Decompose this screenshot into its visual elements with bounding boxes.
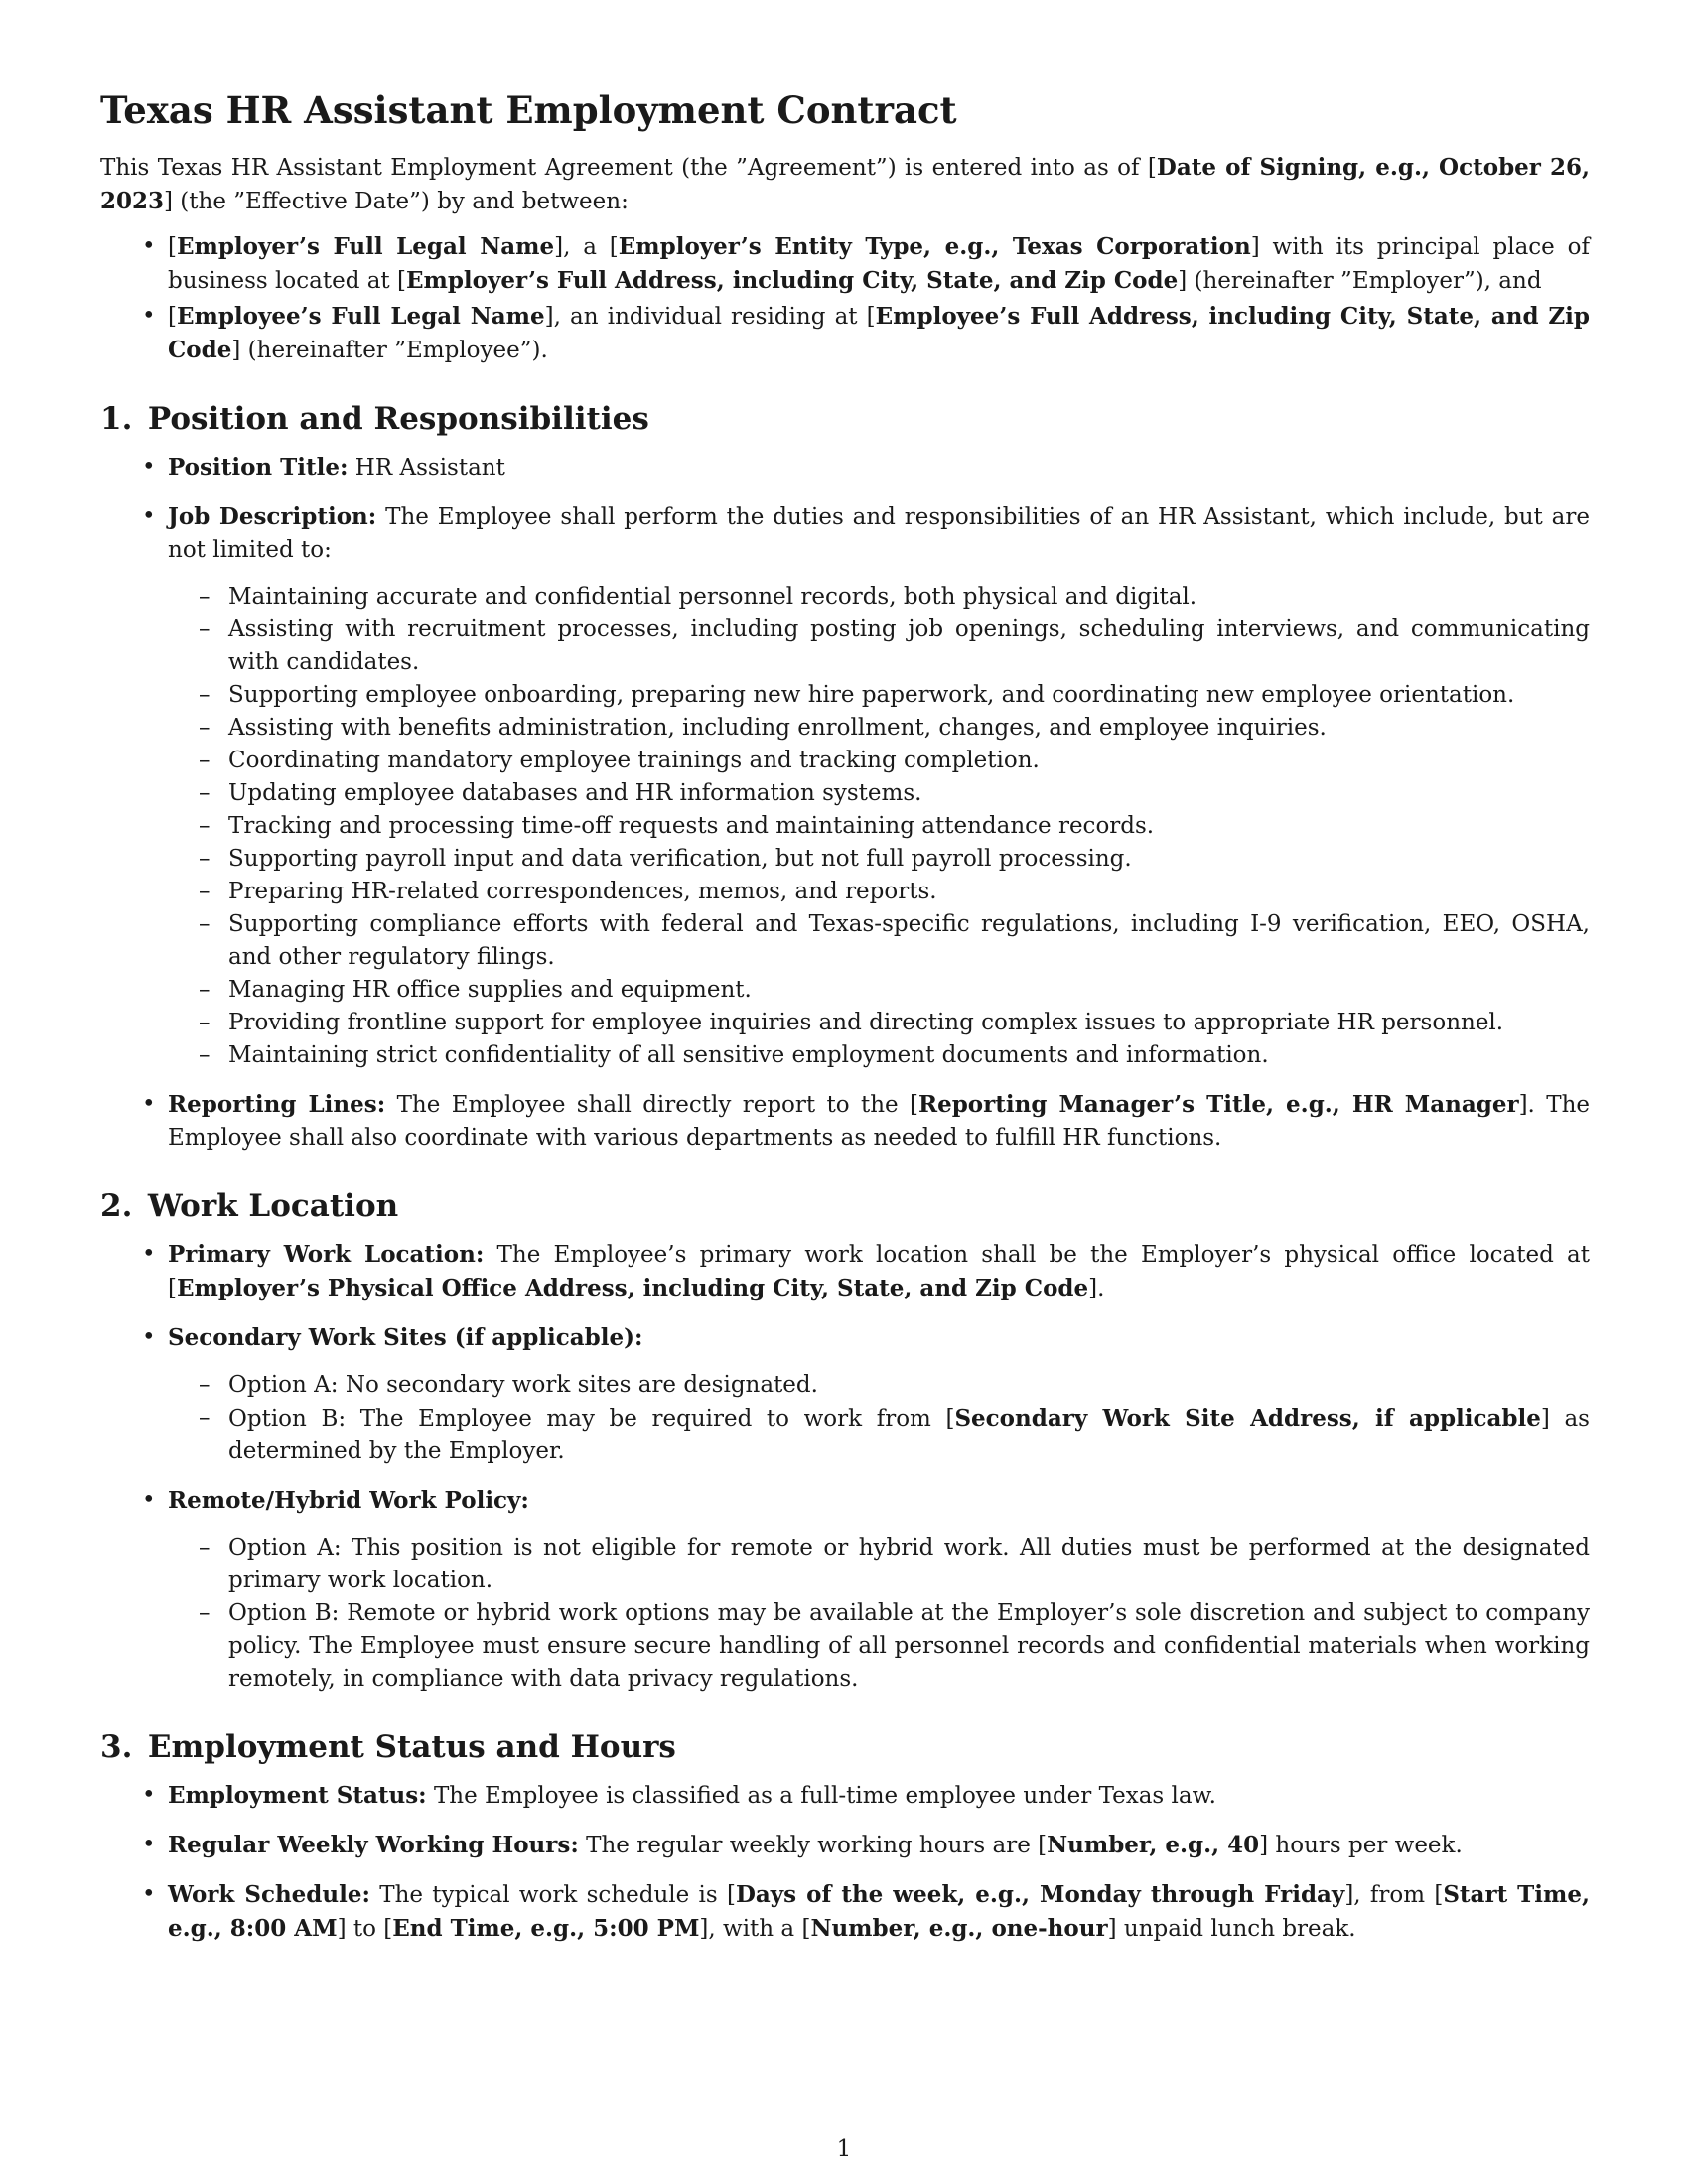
duty-item: – Maintaining accurate and confidential personnel records, both physical and digital. [228, 581, 1590, 614]
duties-list [168, 581, 1590, 1072]
intro-paragraph: This Texas HR Assistant Employment Agreement (the ”Agreement”) is entered into as of [Date of Signing, e.g., October 26, 2023] (the ”Effective Date”) by and between: [100, 154, 1591, 214]
reporting-lines-item: • Reporting Lines: The Employee shall directly report to the [Reporting Manager’s Title, e.g., HR Manager]. The Employee shall also coordinate with various departments as needed to fulfill HR functions. [168, 1088, 1590, 1155]
duty-item: – Managing HR office supplies and equipment. [228, 974, 1590, 1007]
section-2-list [100, 1238, 1590, 1696]
weekly-hours-item: • Regular Weekly Working Hours: The regular weekly working hours are [Number, e.g., 40] hours per week. [168, 1829, 1590, 1862]
duty-item: – Assisting with benefits administration, including enrollment, changes, and employee inquiries. [228, 712, 1590, 745]
parties-list [100, 230, 1590, 367]
option-item: – Option A: No secondary work sites are designated. [228, 1369, 1590, 1402]
section-heading-2: 2. Work Location [100, 1188, 399, 1224]
employer-party: • [Employer’s Full Legal Name], a [Employer’s Entity Type, e.g., Texas Corporation] with its principal place of business located at [Employer’s Full Address, including City, State, and Zip Code] (hereinafter ”Employer”), and [168, 230, 1590, 298]
employee-party: • [Employee’s Full Legal Name], an individual residing at [Employee’s Full Address, including City, State, and Zip Code] (hereinafter ”Employee”). [168, 300, 1590, 367]
option-item: – Option A: This position is not eligible for remote or hybrid work. All duties must be performed at the designated primary work location. [228, 1532, 1590, 1597]
duty-item: – Maintaining strict confidentiality of all sensitive employment documents and information. [228, 1039, 1590, 1072]
job-description-item: • Job Description: The Employee shall perform the duties and responsibilities of an HR Assistant, which include, but are not limited to: – Maintaining accurate and confidential personnel records, both physical and digital. – Assisting with recruitment processes, including posting job openings, scheduling interviews, and communicating with candidates. – Supporting employee onboarding, preparing new hire paperwork, and coordinating new employee orientation. – Assisting with benefits administration, including enrollment, changes, and employee inquiries. – Coordinating mandatory employee trainings and tracking completion. – Updating employee databases and HR information systems. – Tracking and processing time-off requests and maintaining attendance records. – Supporting payroll input and data verification, but not full payroll processing. – Preparing HR-related correspondences, memos, and reports. – Supporting compliance efforts with federal and Texas-specific regulations, including I-9 verification, EEO, OSHA, and other regulatory filings. – Managing HR office supplies and equipment. – Providing frontline support for employee inquiries and directing complex issues to appropriate HR personnel. – Maintaining strict confidentiality of all sensitive employment documents and information. [168, 500, 1590, 1072]
section-heading-3: 3. Employment Status and Hours [100, 1729, 676, 1765]
duty-item: – Updating employee databases and HR information systems. [228, 777, 1590, 810]
duty-item: – Tracking and processing time-off requests and maintaining attendance records. [228, 810, 1590, 843]
section-heading-1: 1. Position and Responsibilities [100, 401, 649, 437]
duty-item: – Providing frontline support for employee inquiries and directing complex issues to appropriate HR personnel. [228, 1007, 1590, 1039]
duty-item: – Supporting employee onboarding, preparing new hire paperwork, and coordinating new employee orientation. [228, 679, 1590, 712]
employment-status-item: • Employment Status: The Employee is classified as a full-time employee under Texas law. [168, 1779, 1590, 1813]
secondary-options [168, 1369, 1590, 1468]
position-title-item: • Position Title: HR Assistant [168, 451, 1590, 484]
duty-item: – Supporting compliance efforts with federal and Texas-specific regulations, including I-9 verification, EEO, OSHA, and other regulatory filings. [228, 908, 1590, 974]
section-1-list [100, 451, 1590, 1155]
page-number: 1 [836, 2136, 852, 2162]
remote-policy-item: • Remote/Hybrid Work Policy: – Option A: This position is not eligible for remote or hybrid work. All duties must be performed at the designated primary work location. – Option B: Remote or hybrid work options may be available at the Employer’s sole discretion and subject to company policy. The Employee must ensure secure handling of all personnel records and confidential materials when working remotely, in compliance with data privacy regulations. [168, 1484, 1590, 1696]
duty-item: – Assisting with recruitment processes, including posting job openings, scheduling interviews, and communicating with candidates. [228, 614, 1590, 679]
option-item: – Option B: Remote or hybrid work options may be available at the Employer’s sole discretion and subject to company policy. The Employee must ensure secure handling of all personnel records and confidential materials when working remotely, in compliance with data privacy regulations. [228, 1597, 1590, 1696]
section-3-list [100, 1779, 1590, 1946]
option-item: – Option B: The Employee may be required to work from [Secondary Work Site Address, if applicable] as determined by the Employer. [228, 1402, 1590, 1468]
work-schedule-item: • Work Schedule: The typical work schedule is [Days of the week, e.g., Monday through Friday], from [Start Time, e.g., 8:00 AM] to [End Time, e.g., 5:00 PM], with a [Number, e.g., one-hour] unpaid lunch break. [168, 1878, 1590, 1946]
secondary-sites-item: • Secondary Work Sites (if applicable): – Option A: No secondary work sites are designated. – Option B: The Employee may be required to work from [Secondary Work Site Address, if applicable] as determined by the Employer. [168, 1321, 1590, 1468]
duty-item: – Preparing HR-related correspondences, memos, and reports. [228, 876, 1590, 908]
document-title: Texas HR Assistant Employment Contract [100, 88, 957, 132]
primary-location-item: • Primary Work Location: The Employee’s primary work location shall be the Employer’s physical office located at [Employer’s Physical Office Address, including City, State, and Zip Code]. [168, 1238, 1590, 1305]
duty-item: – Coordinating mandatory employee trainings and tracking completion. [228, 745, 1590, 777]
remote-options [168, 1532, 1590, 1696]
duty-item: – Supporting payroll input and data verification, but not full payroll processing. [228, 843, 1590, 876]
contract-page [100, 79, 1590, 1962]
